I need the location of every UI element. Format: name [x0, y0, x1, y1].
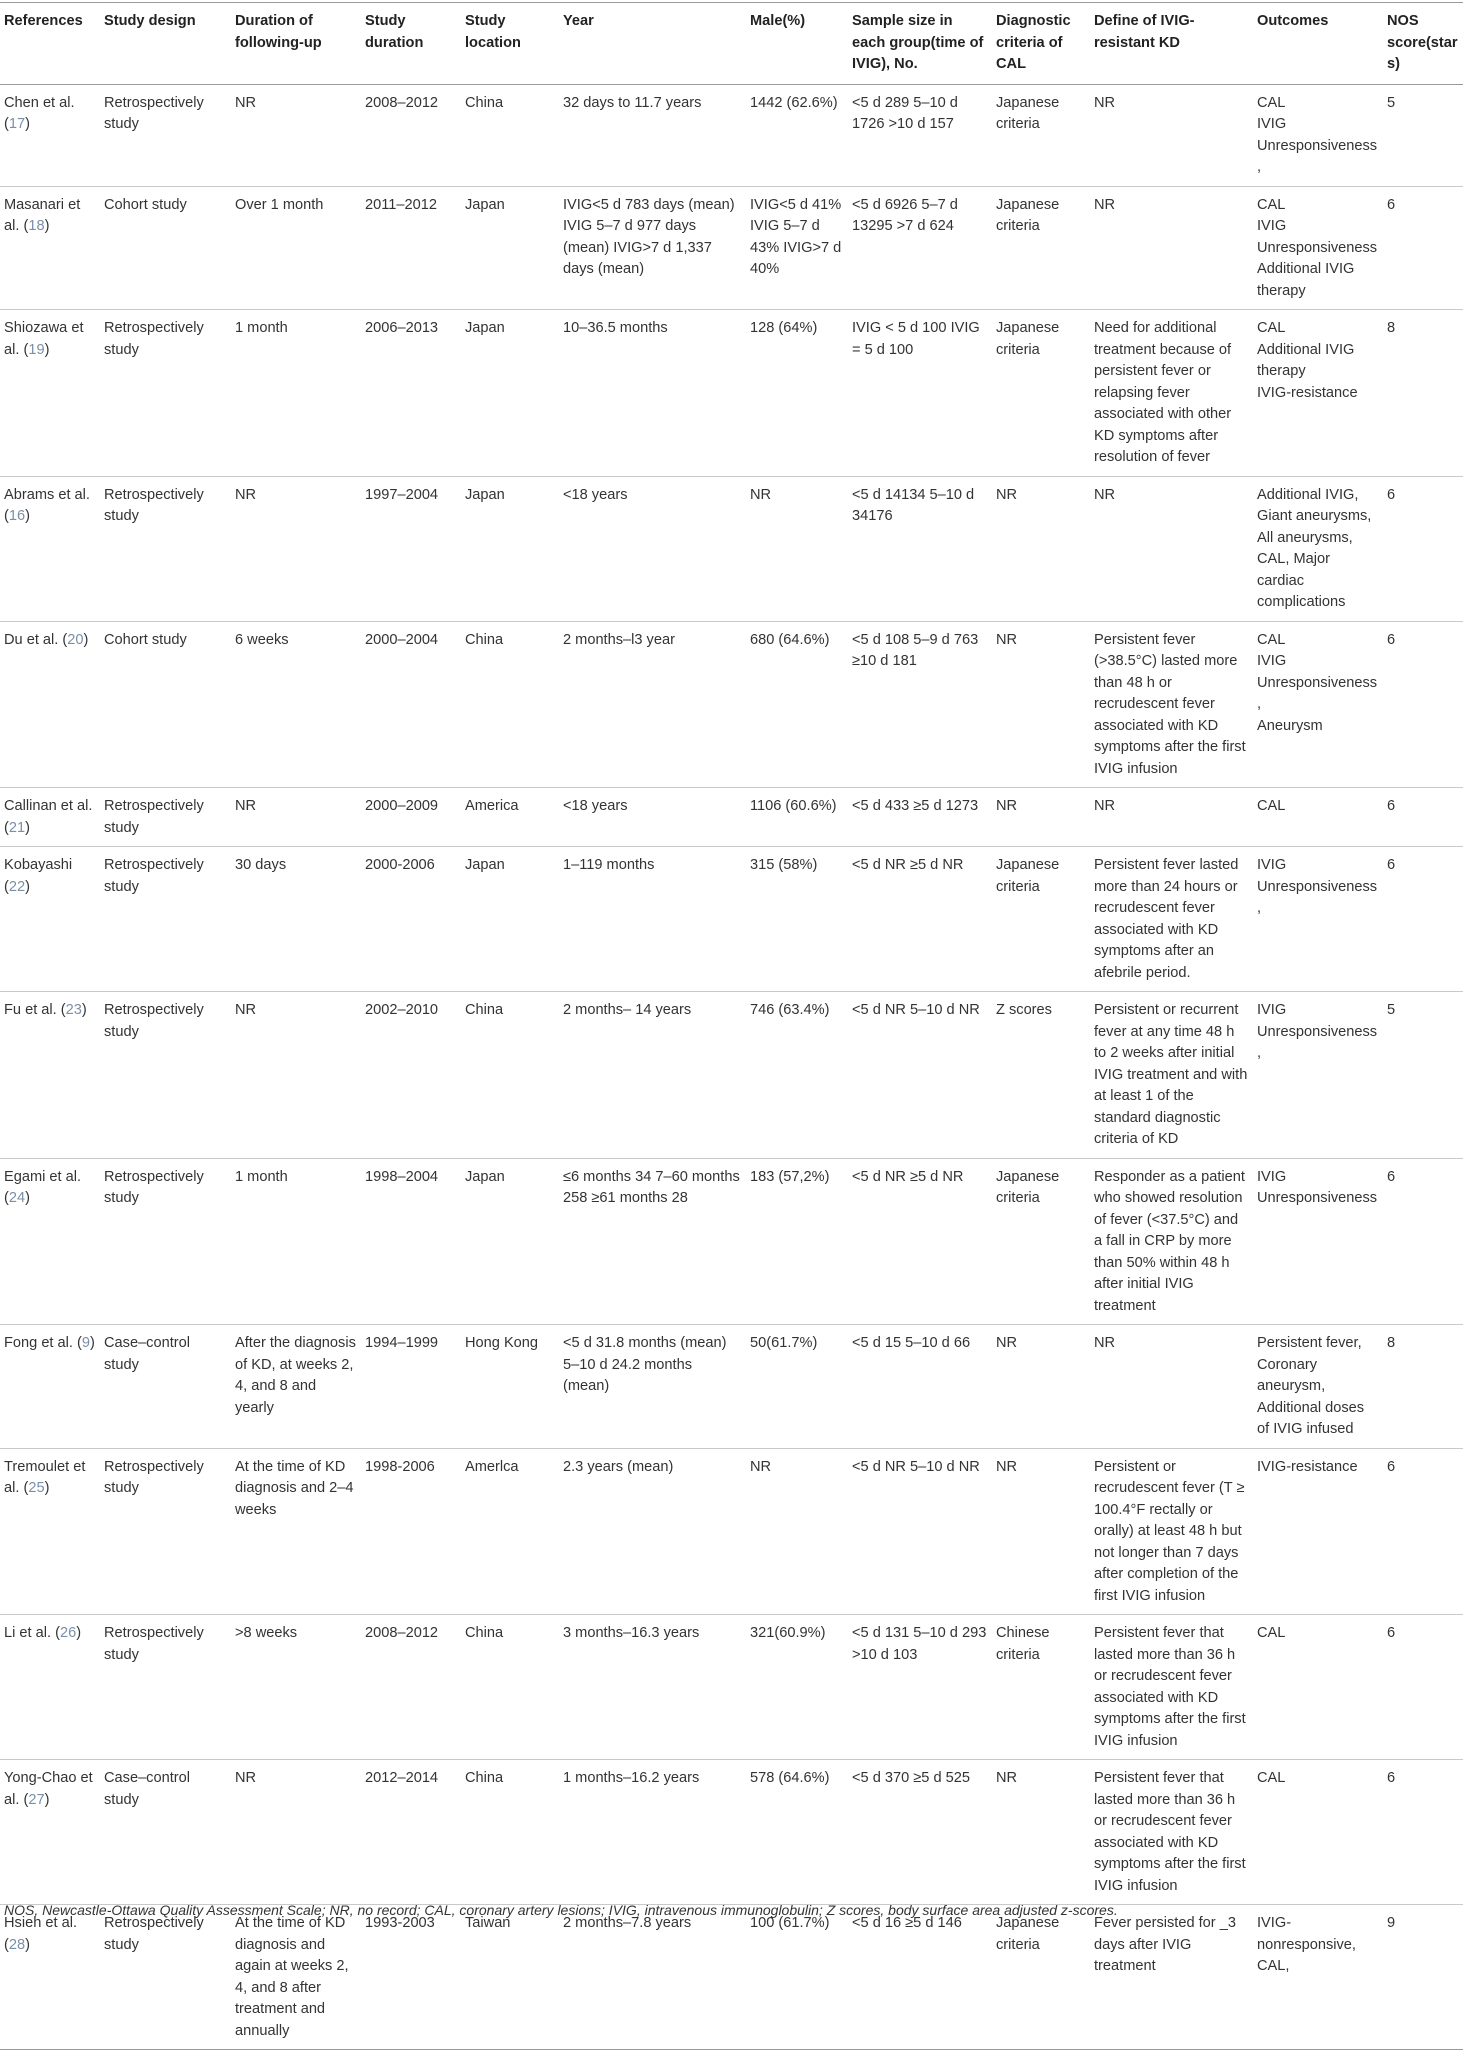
outcome-item: IVIG Unresponsiveness [1257, 218, 1378, 256]
table-row [0, 1158, 1463, 1325]
cell-outcomes [1253, 1760, 1383, 1905]
cell-male: 578 (64.6%) [746, 1760, 848, 1905]
cell-reference: Kobayashi (22) [0, 847, 100, 992]
cell-year: IVIG<5 d 783 days (mean) IVIG 5–7 d 977 days (mean) IVIG>7 d 1,337 days (mean) [559, 186, 746, 310]
cell-following-up: 30 days [231, 847, 361, 992]
table-row [0, 992, 1463, 1159]
reference-name: Fu et al. [4, 1002, 57, 1018]
cell-diagnostic-criteria: NR [992, 1448, 1090, 1615]
cell-reference: Hsieh et al. (28) [0, 1905, 100, 2050]
cell-study-duration: 1997–2004 [361, 476, 461, 621]
table-row [0, 1448, 1463, 1615]
table-row [0, 621, 1463, 788]
reference-link[interactable]: 19 [28, 341, 45, 358]
cell-study-location: China [461, 84, 559, 186]
outcome-item: Additional IVIG therapy [1257, 261, 1355, 299]
cell-study-design: Retrospectively study [100, 1615, 231, 1760]
cell-define-ivig-resistant: NR [1090, 476, 1253, 621]
cell-study-design: Retrospectively study [100, 1905, 231, 2050]
cell-male: 1106 (60.6%) [746, 788, 848, 847]
cell-outcomes [1253, 186, 1383, 310]
reference-link[interactable]: 25 [28, 1480, 45, 1496]
cell-sample-size: <5 d 289 5–10 d 1726 >10 d 157 [848, 84, 992, 186]
cell-study-location: Amerlca [461, 1448, 559, 1615]
reference-link[interactable]: 21 [8, 819, 26, 836]
cell-diagnostic-criteria: NR [992, 476, 1090, 621]
cell-year: 2 months– 14 years [559, 992, 746, 1159]
header-duration-following-up: Duration of following-up [231, 3, 361, 85]
cell-following-up: At the time of KD diagnosis and again at weeks 2, 4, and 8 after treatment and annually [231, 1905, 361, 2050]
cell-nos-score: 5 [1383, 992, 1463, 1159]
table-row [0, 1325, 1463, 1449]
reference-name: Hsieh et al. [4, 1915, 78, 1931]
reference-link[interactable]: 9 [81, 1335, 91, 1351]
cell-reference: Fong et al. (9) [0, 1325, 100, 1449]
cell-outcomes [1253, 1905, 1383, 2050]
cell-study-location: China [461, 992, 559, 1159]
cell-following-up: At the time of KD diagnosis and 2–4 weeks [231, 1448, 361, 1615]
header-sample-size: Sample size in each group(time of IVIG), No. [848, 3, 992, 85]
reference-name: Shiozawa et al. [4, 320, 84, 358]
cell-diagnostic-criteria: NR [992, 1760, 1090, 1905]
cell-sample-size: <5 d NR 5–10 d NR [848, 992, 992, 1159]
cell-following-up: 6 weeks [231, 621, 361, 788]
cell-year: ≤6 months 34 7–60 months 258 ≥61 months 28 [559, 1158, 746, 1325]
cell-following-up: NR [231, 788, 361, 847]
cell-study-location: Hong Kong [461, 1325, 559, 1449]
cell-sample-size: <5 d 131 5–10 d 293 >10 d 103 [848, 1615, 992, 1760]
cell-outcomes [1253, 992, 1383, 1159]
cell-reference: Fu et al. (23) [0, 992, 100, 1159]
outcome-item: Aneurysm [1257, 717, 1323, 734]
outcome-item: Additional IVIG therapy [1257, 341, 1355, 379]
cell-study-design: Cohort study [100, 621, 231, 788]
outcome-item: CAL [1257, 798, 1286, 814]
cell-study-location: Japan [461, 1158, 559, 1325]
outcome-item: CAL [1257, 196, 1286, 213]
cell-study-design: Retrospectively study [100, 847, 231, 992]
cell-study-duration: 2008–2012 [361, 1615, 461, 1760]
cell-year: <5 d 31.8 months (mean) 5–10 d 24.2 months (mean) [559, 1325, 746, 1449]
cell-following-up: Over 1 month [231, 186, 361, 310]
cell-nos-score: 6 [1383, 788, 1463, 847]
cell-sample-size: <5 d NR 5–10 d NR [848, 1448, 992, 1615]
cell-study-duration: 2000-2006 [361, 847, 461, 992]
cell-define-ivig-resistant: Need for additional treatment because of persistent fever or relapsing fever associated with other KD symptoms after resolution of fever [1090, 310, 1253, 477]
cell-define-ivig-resistant: NR [1090, 1325, 1253, 1449]
reference-link[interactable]: 17 [8, 116, 26, 132]
table-row [0, 1905, 1463, 2050]
cell-sample-size: <5 d 15 5–10 d 66 [848, 1325, 992, 1449]
cell-reference: Callinan et al. (21) [0, 788, 100, 847]
cell-diagnostic-criteria: Japanese criteria [992, 186, 1090, 310]
cell-male: 746 (63.4%) [746, 992, 848, 1159]
table-row [0, 788, 1463, 847]
cell-outcomes [1253, 310, 1383, 477]
cell-define-ivig-resistant: Persistent fever lasted more than 24 hours or recrudescent fever associated with KD symptoms after an afebrile period. [1090, 847, 1253, 992]
cell-following-up: NR [231, 1760, 361, 1905]
cell-reference: Shiozawa et al. (19) [0, 310, 100, 477]
table-body [0, 84, 1463, 2050]
reference-name: Yong-Chao et al. [4, 1770, 93, 1808]
cell-define-ivig-resistant: NR [1090, 186, 1253, 310]
cell-study-duration: 2000–2009 [361, 788, 461, 847]
cell-define-ivig-resistant: Persistent or recurrent fever at any time 48 h to 2 weeks after initial IVIG treatment and with at least 1 of the standard diagnostic criteria of KD [1090, 992, 1253, 1159]
cell-study-duration: 2011–2012 [361, 186, 461, 310]
outcome-item: IVIG Unresponsiveness, [1257, 116, 1378, 175]
reference-name: Chen et al. [4, 94, 75, 111]
cell-study-design: Retrospectively study [100, 1448, 231, 1615]
cell-diagnostic-criteria: NR [992, 621, 1090, 788]
outcome-item: IVIG-resistance [1257, 384, 1358, 401]
study-characteristics-table [0, 2, 1463, 2050]
cell-define-ivig-resistant: Persistent fever that lasted more than 36 h or recrudescent fever associated with KD symptoms after the first IVIG infusion [1090, 1760, 1253, 1905]
cell-study-design: Retrospectively study [100, 788, 231, 847]
cell-sample-size: <5 d 16 ≥5 d 146 [848, 1905, 992, 2050]
table-row [0, 186, 1463, 310]
cell-sample-size: <5 d 370 ≥5 d 525 [848, 1760, 992, 1905]
cell-outcomes [1253, 1325, 1383, 1449]
reference-link[interactable]: 27 [28, 1791, 45, 1808]
cell-define-ivig-resistant: Persistent fever (>38.5°C) lasted more than 48 h or recrudescent fever associated with KD symptoms after the first IVIG infusion [1090, 621, 1253, 788]
cell-nos-score: 8 [1383, 310, 1463, 477]
reference-name: Egami et al. [4, 1168, 82, 1185]
cell-study-location: China [461, 1760, 559, 1905]
outcome-item: CAL [1257, 631, 1286, 648]
reference-link[interactable]: 23 [65, 1002, 82, 1018]
cell-outcomes [1253, 1615, 1383, 1760]
cell-study-location: Japan [461, 847, 559, 992]
cell-year: 10–36.5 months [559, 310, 746, 477]
cell-diagnostic-criteria: Z scores [992, 992, 1090, 1159]
header-study-location: Study location [461, 3, 559, 85]
cell-year: <18 years [559, 788, 746, 847]
reference-link[interactable]: 28 [8, 1936, 26, 1953]
table-row [0, 1615, 1463, 1760]
outcome-item: IVIG Unresponsiveness, [1257, 1002, 1378, 1061]
cell-following-up: NR [231, 84, 361, 186]
header-define-ivig-resistant: Define of IVIG-resistant KD [1090, 3, 1253, 85]
table-row [0, 310, 1463, 477]
reference-name: Li et al. [4, 1625, 52, 1641]
cell-nos-score: 6 [1383, 1760, 1463, 1905]
table-row [0, 84, 1463, 186]
header-nos-score: NOS score(stars) [1383, 3, 1463, 85]
reference-name: Kobayashi [4, 857, 73, 873]
table-row [0, 1760, 1463, 1905]
cell-nos-score: 5 [1383, 84, 1463, 186]
cell-define-ivig-resistant: NR [1090, 84, 1253, 186]
cell-male: 680 (64.6%) [746, 621, 848, 788]
cell-sample-size: <5 d 14134 5–10 d 34176 [848, 476, 992, 621]
cell-outcomes [1253, 84, 1383, 186]
cell-outcomes [1253, 847, 1383, 992]
cell-male: 128 (64%) [746, 310, 848, 477]
cell-male: IVIG<5 d 41% IVIG 5–7 d 43% IVIG>7 d 40% [746, 186, 848, 310]
cell-study-location: Japan [461, 310, 559, 477]
cell-study-location: Japan [461, 186, 559, 310]
cell-outcomes [1253, 621, 1383, 788]
cell-nos-score: 6 [1383, 1158, 1463, 1325]
cell-reference: Tremoulet et al. (25) [0, 1448, 100, 1615]
cell-study-location: China [461, 1615, 559, 1760]
reference-name: Fong et al. [4, 1335, 73, 1351]
cell-reference: Masanari et al. (18) [0, 186, 100, 310]
outcome-item: IVIG-resistance [1257, 1458, 1358, 1475]
reference-name: Du et al. [4, 631, 59, 648]
cell-outcomes [1253, 1158, 1383, 1325]
cell-reference: Yong-Chao et al. (27) [0, 1760, 100, 1905]
cell-define-ivig-resistant: NR [1090, 788, 1253, 847]
cell-study-duration: 1993-2003 [361, 1905, 461, 2050]
cell-sample-size: <5 d 108 5–9 d 763 ≥10 d 181 [848, 621, 992, 788]
reference-name: Tremoulet et al. [4, 1458, 86, 1496]
cell-following-up: NR [231, 476, 361, 621]
cell-study-duration: 2006–2013 [361, 310, 461, 477]
cell-year: 2 months–7.8 years [559, 1905, 746, 2050]
cell-study-duration: 2012–2014 [361, 1760, 461, 1905]
table-row [0, 476, 1463, 621]
cell-nos-score: 6 [1383, 621, 1463, 788]
cell-year: 1 months–16.2 years [559, 1760, 746, 1905]
cell-sample-size: <5 d NR ≥5 d NR [848, 1158, 992, 1325]
table-row [0, 847, 1463, 992]
cell-reference: Egami et al. (24) [0, 1158, 100, 1325]
cell-study-duration: 2000–2004 [361, 621, 461, 788]
cell-nos-score: 6 [1383, 476, 1463, 621]
reference-link[interactable]: 20 [67, 631, 84, 648]
cell-reference: Chen et al. (17) [0, 84, 100, 186]
reference-link[interactable]: 24 [8, 1190, 26, 1206]
cell-define-ivig-resistant: Fever persisted for _3 days after IVIG treatment [1090, 1905, 1253, 2050]
outcome-item: CAL [1257, 94, 1286, 111]
cell-nos-score: 6 [1383, 847, 1463, 992]
cell-nos-score: 6 [1383, 1448, 1463, 1615]
cell-study-design: Retrospectively study [100, 1158, 231, 1325]
cell-study-duration: 2008–2012 [361, 84, 461, 186]
cell-study-location: China [461, 621, 559, 788]
cell-study-design: Retrospectively study [100, 84, 231, 186]
cell-following-up: After the diagnosis of KD, at weeks 2, 4, and 8 and yearly [231, 1325, 361, 1449]
cell-study-duration: 1994–1999 [361, 1325, 461, 1449]
cell-study-duration: 2002–2010 [361, 992, 461, 1159]
cell-male: 183 (57,2%) [746, 1158, 848, 1325]
cell-diagnostic-criteria: Chinese criteria [992, 1615, 1090, 1760]
outcome-item: CAL [1257, 320, 1286, 336]
cell-diagnostic-criteria: Japanese criteria [992, 1158, 1090, 1325]
cell-nos-score: 6 [1383, 186, 1463, 310]
cell-diagnostic-criteria: Japanese criteria [992, 84, 1090, 186]
cell-year: 1–119 months [559, 847, 746, 992]
cell-following-up: >8 weeks [231, 1615, 361, 1760]
cell-male: NR [746, 1448, 848, 1615]
cell-diagnostic-criteria: Japanese criteria [992, 847, 1090, 992]
cell-sample-size: <5 d 6926 5–7 d 13295 >7 d 624 [848, 186, 992, 310]
reference-link[interactable]: 22 [8, 878, 26, 895]
cell-study-design: Retrospectively study [100, 310, 231, 477]
reference-link[interactable]: 16 [8, 508, 26, 524]
header-year: Year [559, 3, 746, 85]
reference-name: Masanari et al. [4, 196, 81, 234]
cell-diagnostic-criteria: Japanese criteria [992, 1905, 1090, 2050]
cell-male: 321(60.9%) [746, 1615, 848, 1760]
cell-sample-size: <5 d NR ≥5 d NR [848, 847, 992, 992]
header-outcomes: Outcomes [1253, 3, 1383, 85]
cell-outcomes [1253, 476, 1383, 621]
cell-outcomes [1253, 1448, 1383, 1615]
cell-define-ivig-resistant: Responder as a patient who showed resolution of fever (<37.5°C) and a fall in CRP by more than 50% within 48 h after initial IVIG treatment [1090, 1158, 1253, 1325]
cell-define-ivig-resistant: Persistent fever that lasted more than 36 h or recrudescent fever associated with KD symptoms after the first IVIG infusion [1090, 1615, 1253, 1760]
cell-study-design: Cohort study [100, 186, 231, 310]
outcome-item: CAL [1257, 1625, 1286, 1641]
outcome-item: CAL [1257, 1770, 1286, 1786]
cell-sample-size: <5 d 433 ≥5 d 1273 [848, 788, 992, 847]
header-diagnostic-criteria: Diagnostic criteria of CAL [992, 3, 1090, 85]
cell-diagnostic-criteria: NR [992, 1325, 1090, 1449]
cell-study-design: Retrospectively study [100, 476, 231, 621]
cell-following-up: 1 month [231, 310, 361, 477]
header-male: Male(%) [746, 3, 848, 85]
cell-nos-score: 9 [1383, 1905, 1463, 2050]
reference-name: Callinan et al. [4, 798, 93, 814]
cell-male: 315 (58%) [746, 847, 848, 992]
cell-diagnostic-criteria: NR [992, 788, 1090, 847]
header-study-duration: Study duration [361, 3, 461, 85]
cell-year: 32 days to 11.7 years [559, 84, 746, 186]
reference-link[interactable]: 18 [28, 218, 45, 234]
cell-year: 2 months–l3 year [559, 621, 746, 788]
cell-following-up: 1 month [231, 1158, 361, 1325]
table-footnote: NOS, Newcastle-Ottawa Quality Assessment Scale; NR, no record; CAL, coronary artery lesions; IVIG, intravenous immunoglobulin; Z scores, body surface area adjusted z-scores. [4, 1902, 1118, 1918]
table-header-row [0, 3, 1463, 85]
cell-study-design: Case–control study [100, 1760, 231, 1905]
cell-define-ivig-resistant: Persistent or recrudescent fever (T ≥ 100.4°F rectally or orally) at least 48 h but not longer than 7 days after completion of the first IVIG infusion [1090, 1448, 1253, 1615]
cell-study-location: Taiwan [461, 1905, 559, 2050]
cell-male: 1442 (62.6%) [746, 84, 848, 186]
header-references: References [0, 3, 100, 85]
outcome-item: IVIG Unresponsiveness, [1257, 857, 1378, 916]
cell-outcomes [1253, 788, 1383, 847]
cell-nos-score: 6 [1383, 1615, 1463, 1760]
cell-study-design: Retrospectively study [100, 992, 231, 1159]
outcome-item: IVIG Unresponsiveness, [1257, 653, 1378, 712]
cell-male: 100 (61.7%) [746, 1905, 848, 2050]
cell-study-location: Japan [461, 476, 559, 621]
cell-study-location: America [461, 788, 559, 847]
cell-reference: Abrams et al. (16) [0, 476, 100, 621]
cell-male: NR [746, 476, 848, 621]
outcome-item: IVIG Unresponsiveness [1257, 1168, 1378, 1206]
cell-reference: Li et al. (26) [0, 1615, 100, 1760]
reference-link[interactable]: 26 [59, 1625, 77, 1641]
outcome-item: IVIG-nonresponsive, CAL, [1257, 1915, 1356, 1974]
cell-reference: Du et al. (20) [0, 621, 100, 788]
cell-study-design: Case–control study [100, 1325, 231, 1449]
reference-name: Abrams et al. [4, 486, 90, 503]
cell-diagnostic-criteria: Japanese criteria [992, 310, 1090, 477]
cell-male: 50(61.7%) [746, 1325, 848, 1449]
cell-study-duration: 1998–2004 [361, 1158, 461, 1325]
cell-sample-size: IVIG < 5 d 100 IVIG = 5 d 100 [848, 310, 992, 477]
header-study-design: Study design [100, 3, 231, 85]
cell-year: 2.3 years (mean) [559, 1448, 746, 1615]
cell-following-up: NR [231, 992, 361, 1159]
cell-study-duration: 1998-2006 [361, 1448, 461, 1615]
outcome-item: Additional IVIG, Giant aneurysms, All aneurysms, CAL, Major cardiac complications [1257, 486, 1372, 610]
cell-year: <18 years [559, 476, 746, 621]
outcome-item: Persistent fever, Coronary aneurysm, Additional doses of IVIG infused [1257, 1335, 1365, 1437]
cell-nos-score: 8 [1383, 1325, 1463, 1449]
cell-year: 3 months–16.3 years [559, 1615, 746, 1760]
